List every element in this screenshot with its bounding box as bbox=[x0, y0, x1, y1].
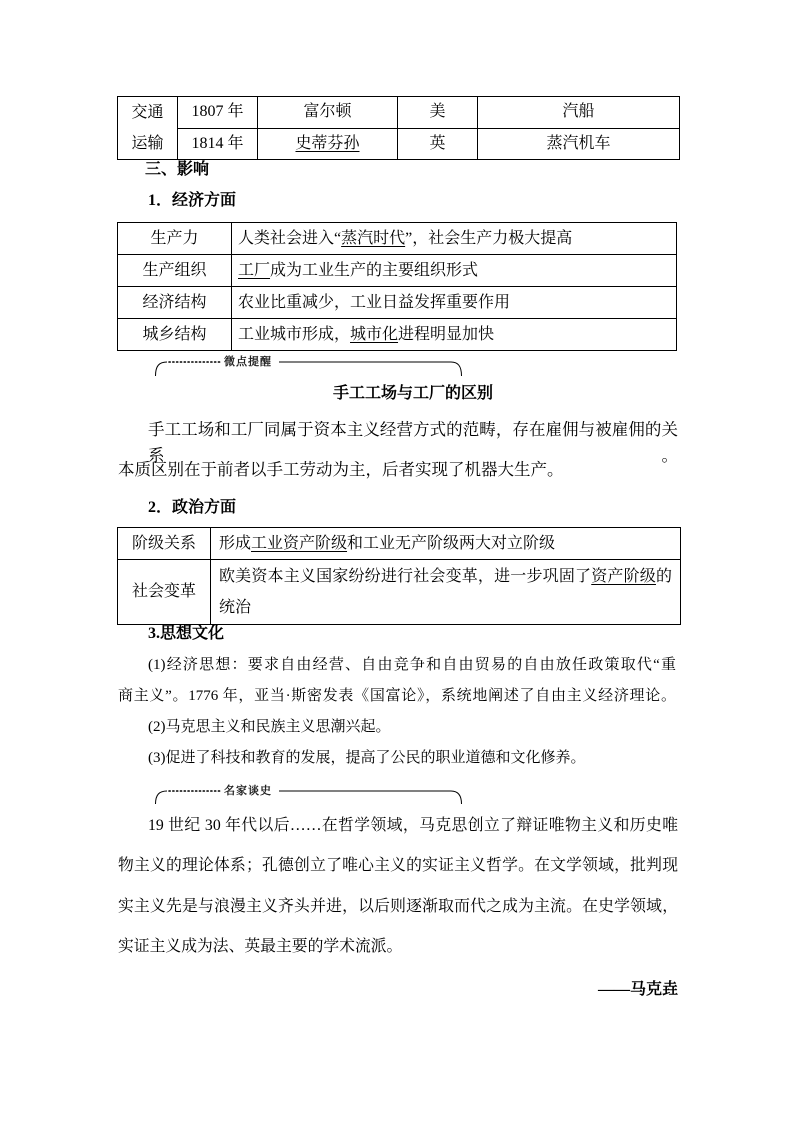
category-cell bbox=[118, 97, 178, 160]
historian-badge: 名家谈史 bbox=[224, 784, 272, 797]
invention-cell: 汽船 bbox=[478, 97, 680, 129]
tip-paragraph-line: 手工工场和工厂同属于资本主义经营方式的范畴，存在雇佣与被雇佣的关系。 bbox=[148, 420, 678, 465]
year-cell: 1807 年 bbox=[178, 97, 258, 129]
table-row bbox=[118, 223, 677, 255]
row-label: 生产组织 bbox=[118, 255, 232, 287]
tip-badge: 微点提醒 bbox=[224, 355, 272, 368]
row-label: 经济结构 bbox=[118, 287, 232, 319]
country-cell: 英 bbox=[398, 128, 478, 160]
tip-banner bbox=[153, 352, 465, 378]
tip-title: 手工工场与工厂的区别 bbox=[332, 385, 493, 402]
economy-table bbox=[117, 222, 677, 351]
underlined-term: 蒸汽时代 bbox=[341, 229, 406, 247]
underlined-term: 资产阶级 bbox=[591, 568, 656, 585]
invention-cell: 蒸汽机车 bbox=[478, 128, 680, 160]
underlined-term: 工厂 bbox=[238, 261, 271, 279]
table-row bbox=[118, 255, 677, 287]
thought-item-1-line: (1)经济思想：要求自由经营、自由竞争和自由贸易的自由放任政策取代“重 bbox=[148, 657, 676, 673]
text-segment: 形成 bbox=[219, 535, 252, 552]
underlined-term: 城市化 bbox=[350, 325, 399, 343]
underlined-term: 工业资产阶级 bbox=[251, 535, 348, 552]
table-row bbox=[118, 97, 680, 129]
category-line: 交通 bbox=[131, 104, 164, 121]
banner-bracket bbox=[153, 352, 465, 378]
table-row bbox=[118, 560, 681, 625]
section-title: 三、影响 bbox=[145, 161, 210, 178]
row-label: 社会变革 bbox=[118, 560, 211, 625]
text-segment: 农业比重减少，工业日益发挥重要作用 bbox=[238, 293, 511, 311]
table-row bbox=[118, 319, 677, 351]
politics-table bbox=[117, 527, 681, 625]
row-content bbox=[232, 287, 677, 319]
text-segment: 的统治 bbox=[219, 568, 672, 616]
historian-banner bbox=[153, 781, 465, 807]
text-segment: 成为工业生产的主要组织形式 bbox=[270, 261, 479, 279]
tip-paragraph-line: 本质区别在于前者以手工劳动为主，后者实现了机器大生产。 bbox=[118, 460, 564, 479]
table-row bbox=[118, 287, 677, 319]
text-segment: 和工业无产阶级两大对立阶级 bbox=[347, 535, 556, 552]
table-row bbox=[118, 528, 681, 560]
country-cell: 美 bbox=[398, 97, 478, 129]
thought-item-1-line: 商主义”。1776 年，亚当·斯密发表《国富论》，系统地阐述了自由主义经济理论。 bbox=[118, 688, 676, 704]
quote-attribution: ——马克垚 bbox=[597, 981, 678, 998]
row-content bbox=[232, 255, 677, 287]
banner-bracket bbox=[153, 781, 465, 807]
transport-inventions-table bbox=[117, 96, 680, 160]
row-content bbox=[211, 560, 681, 625]
row-content bbox=[232, 319, 677, 351]
table-row bbox=[118, 128, 680, 160]
politics-heading: 2．政治方面 bbox=[148, 499, 237, 516]
row-label: 城乡结构 bbox=[118, 319, 232, 351]
category-line: 运输 bbox=[131, 135, 164, 152]
quote-line: 19 世纪 30 年代以后……在哲学领域，马克思创立了辩证唯物主义和历史唯 bbox=[148, 817, 678, 834]
text-segment: ”，社会生产力极大提高 bbox=[405, 229, 573, 247]
inventor-cell: 富尔顿 bbox=[258, 97, 398, 129]
quote-line: 实证主义成为法、英最主要的学术流派。 bbox=[118, 938, 403, 955]
underlined-term: 史蒂芬孙 bbox=[295, 134, 360, 152]
thought-item-2: (2)马克思主义和民族主义思潮兴起。 bbox=[148, 719, 391, 735]
thought-item-3: (3)促进了科技和教育的发展，提高了公民的职业道德和文化修养。 bbox=[148, 750, 586, 766]
text-segment: 进程明显加快 bbox=[398, 325, 495, 343]
text-segment: 欧美资本主义国家纷纷进行社会变革，进一步巩固了 bbox=[219, 568, 592, 585]
text-segment: 人类社会进入“ bbox=[238, 229, 342, 247]
quote-line: 实主义先是与浪漫主义齐头并进，以后则逐渐取而代之成为主流。在史学领域， bbox=[118, 898, 678, 915]
year-cell: 1814 年 bbox=[178, 128, 258, 160]
row-content bbox=[211, 528, 681, 560]
text-segment: 工业城市形成， bbox=[238, 325, 351, 343]
economy-heading: 1．经济方面 bbox=[148, 192, 237, 209]
thought-heading: 3.思想文化 bbox=[148, 625, 225, 642]
inventor-cell bbox=[258, 128, 398, 160]
row-content bbox=[232, 223, 677, 255]
quote-line: 物主义的理论体系；孔德创立了唯心主义的实证主义哲学。在文学领域，批判现 bbox=[118, 857, 678, 874]
row-label: 生产力 bbox=[118, 223, 232, 255]
row-label: 阶级关系 bbox=[118, 528, 211, 560]
